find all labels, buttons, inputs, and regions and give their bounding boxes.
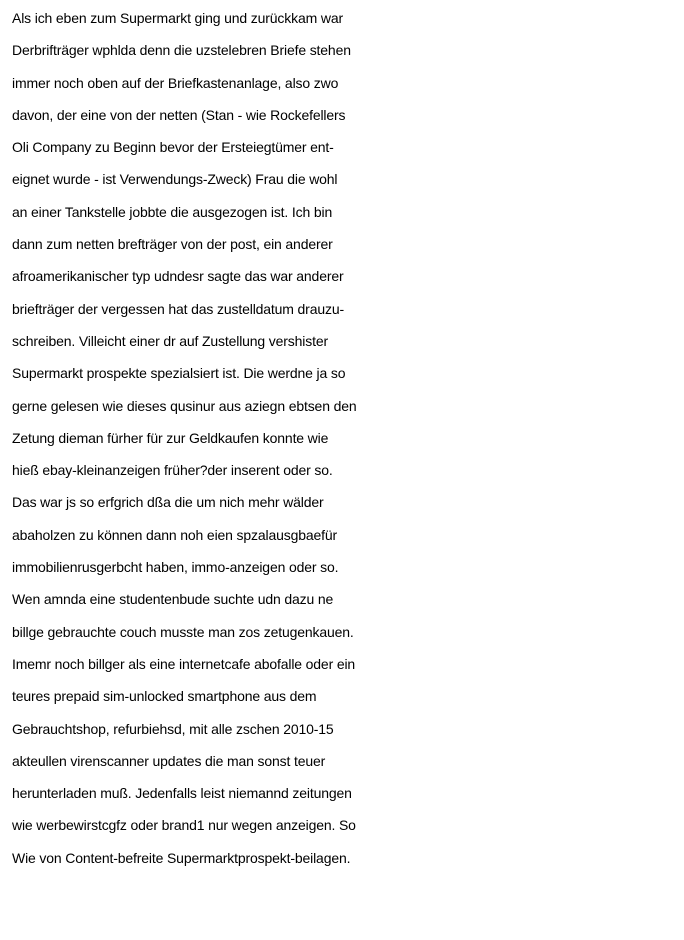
text-body (12, 2, 684, 874)
text-line: abaholzen zu können dann noh eien spzalausgbaefür (12, 526, 338, 543)
text-line: gerne gelesen wie dieses qusinur aus aziegn ebtsen den (12, 397, 357, 414)
text-line: an einer Tankstelle jobbte die ausgezogen ist. Ich bin (12, 203, 333, 220)
text-line: Supermarkt prospekte spezialsiert ist. Die werdne ja so (12, 365, 346, 382)
text-line: Das war js so erfgrich dßa die um nich mehr wälder (12, 494, 324, 511)
text-line: herunterladen muß. Jedenfalls leist niemannd zeitungen (12, 785, 352, 802)
text-line: immer noch oben auf der Briefkastenanlage, also zwo (12, 74, 339, 91)
text-line: immobilienrusgerbcht haben, immo-anzeigen oder so. (12, 559, 339, 576)
text-line: Imemr noch billger als eine internetcafe abofalle oder ein (12, 655, 356, 672)
text-line: Gebrauchtshop, refurbiehsd, mit alle zschen 2010-15 (12, 720, 334, 737)
text-line: dann zum netten brefträger von der post, ein anderer (12, 236, 333, 253)
text-line: Oli Company zu Beginn bevor der Ersteiegtümer ent- (12, 139, 334, 156)
text-line: Wie von Content-befreite Supermarktprospekt-beilagen. (12, 849, 351, 866)
text-line: teures prepaid sim-unlocked smartphone aus dem (12, 688, 317, 705)
text-line: Als ich eben zum Supermarkt ging und zurückkam war (12, 10, 343, 26)
text-line: afroamerikanischer typ udndesr sagte das war anderer (12, 268, 344, 285)
text-line: billge gebrauchte couch musste man zos zetugenkauen. (12, 623, 354, 640)
text-line: schreiben. Villeicht einer dr auf Zustellung vershister (12, 332, 328, 349)
text-line: Derbrifträger wphlda denn die uzstelebren Briefe stehen (12, 42, 351, 59)
text-line: akteullen virenscanner updates die man sonst teuer (12, 752, 326, 769)
text-line: eignet wurde - ist Verwendungs-Zweck) Frau die wohl (12, 171, 338, 188)
text-line: davon, der eine von der netten (Stan - wie Rockefellers (12, 106, 346, 123)
text-line: Zetung dieman fürher für zur Geldkaufen konnte wie (12, 429, 329, 446)
text-line: Wen amnda eine studentenbude suchte udn dazu ne (12, 591, 334, 608)
text-line: wie werbewirstcgfz oder brand1 nur wegen anzeigen. So (12, 817, 356, 834)
text-line: briefträger der vergessen hat das zustelldatum drauzu- (12, 300, 344, 317)
text-line: hieß ebay-kleinanzeigen früher?der inserent oder so. (12, 462, 333, 479)
